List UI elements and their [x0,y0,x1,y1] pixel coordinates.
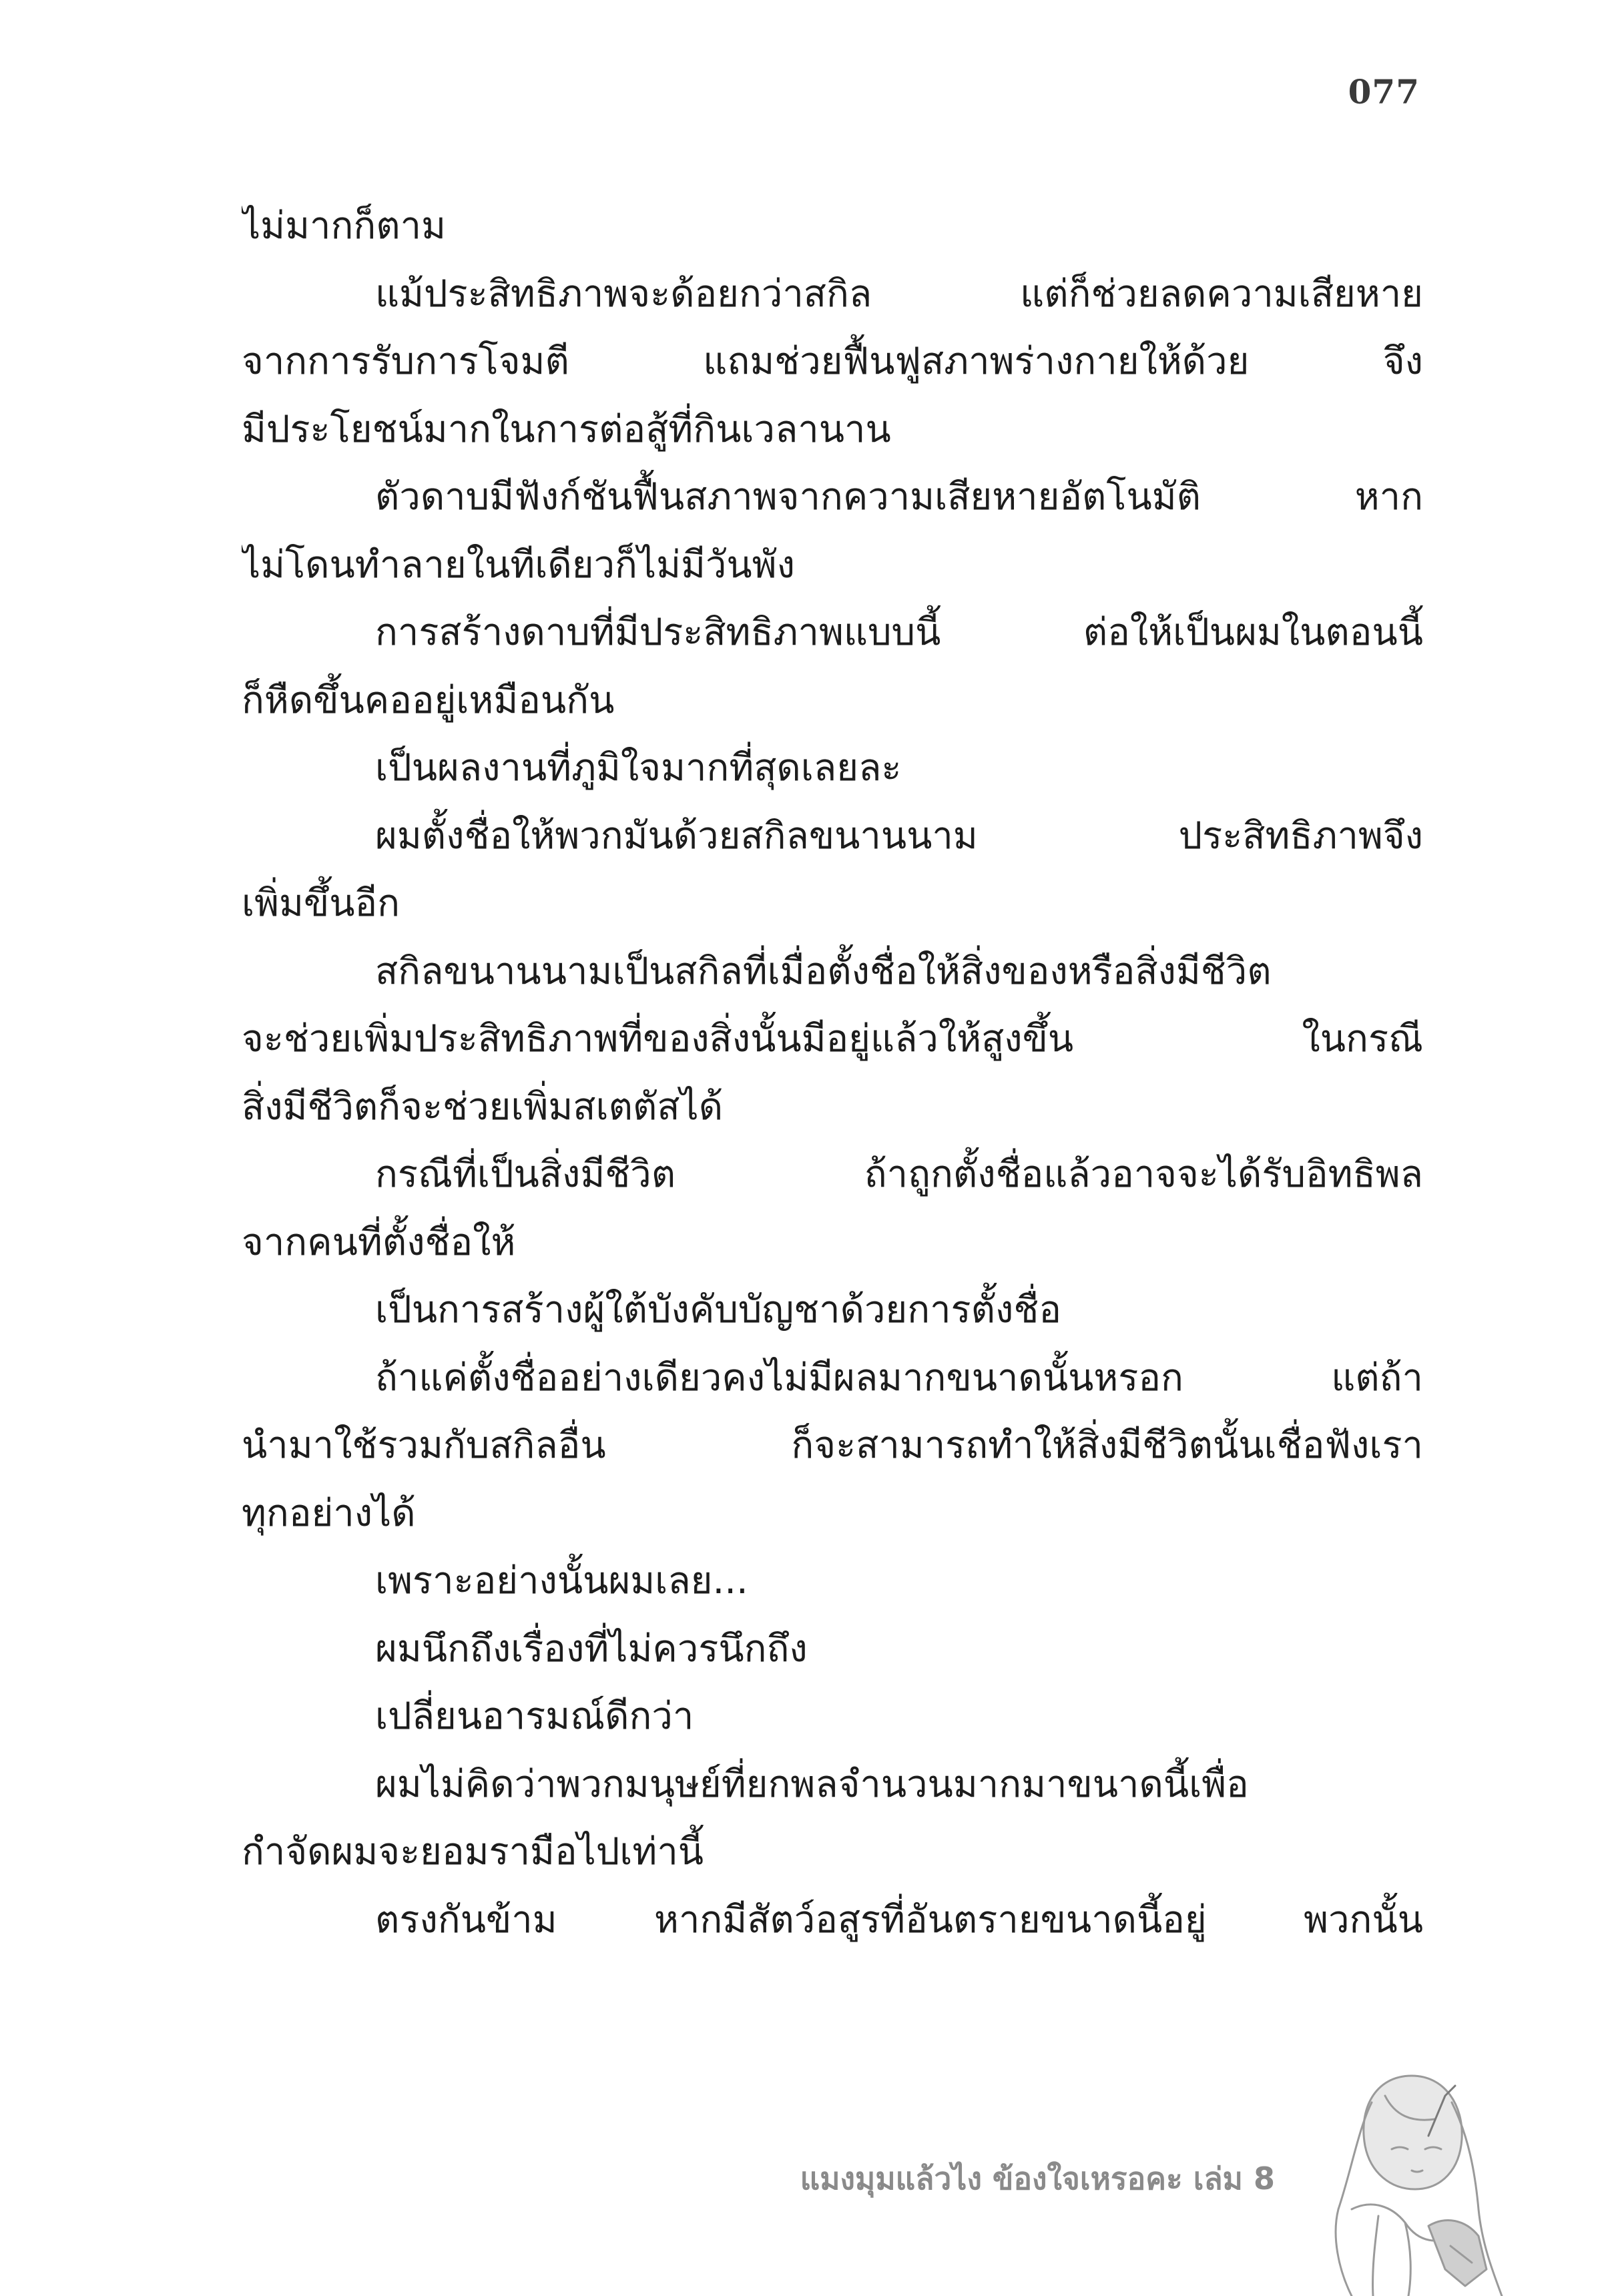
text-line: จะช่วยเพิ่มประสิทธิภาพที่ของสิ่งนั้นมีอยู่แล้วให้สูงขึ้น ในกรณี [242,1017,1423,1061]
text-line: นำมาใช้รวมกับสกิลอื่น ก็จะสามารถทำให้สิ่งมีชีวิตนั้นเชื่อฟังเรา [242,1424,1423,1467]
text-line: เป็นผลงานที่ภูมิใจมากที่สุดเลยละ [375,746,902,790]
text-line: แม้ประสิทธิภาพจะด้อยกว่าสกิล แต่ก็ช่วยลดความเสียหาย [375,272,1423,316]
text-line: กำจัดผมจะยอมรามือไปเท่านี้ [242,1830,704,1874]
character-illustration [1312,2056,1505,2296]
text-line: ผมตั้งชื่อให้พวกมันด้วยสกิลขนานนาม ประสิทธิภาพจึง [375,814,1423,858]
text-line: ตรงกันข้าม หากมีสัตว์อสูรที่อันตรายขนาดนี้อยู่ พวกนั้น [375,1898,1423,1942]
text-line: เพิ่มขึ้นอีก [242,882,400,925]
footer-book-title: แมงมุมแล้วไง ข้องใจเหรอคะ เล่ม 8 [800,2161,1275,2197]
text-line: ถ้าแค่ตั้งชื่ออย่างเดียวคงไม่มีผลมากขนาดนั้นหรอก แต่ถ้า [375,1356,1423,1400]
text-line: ไม่โดนทำลายในทีเดียวก็ไม่มีวันพัง [242,543,795,587]
text-line: จากการรับการโจมตี แถมช่วยฟื้นฟูสภาพร่างกายให้ด้วย จึง [242,340,1423,383]
text-line: ไม่มากก็ตาม [242,204,446,248]
text-line: มีประโยชน์มากในการต่อสู้ที่กินเวลานาน [242,407,891,451]
text-line: เปลี่ยนอารมณ์ดีกว่า [375,1695,694,1738]
text-line: เป็นการสร้างผู้ใต้บังคับบัญชาด้วยการตั้งชื่อ [375,1288,1061,1332]
text-line: เพราะอย่างนั้นผมเลย... [375,1559,748,1603]
text-line: ผมไม่คิดว่าพวกมนุษย์ที่ยกพลจำนวนมากมาขนาดนี้เพื่อ [375,1762,1249,1806]
text-line: สกิลขนานนามเป็นสกิลที่เมื่อตั้งชื่อให้สิ่งของหรือสิ่งมีชีวิต [375,949,1272,993]
text-line: กรณีที่เป็นสิ่งมีชีวิต ถ้าถูกตั้งชื่อแล้วอาจจะได้รับอิทธิพล [375,1153,1423,1196]
text-line: การสร้างดาบที่มีประสิทธิภาพแบบนี้ ต่อให้เป็นผมในตอนนี้ [375,611,1423,654]
text-line: ทุกอย่างได้ [242,1491,416,1535]
page-number: 077 [1348,72,1420,111]
text-line: ตัวดาบมีฟังก์ชันฟื้นสภาพจากความเสียหายอัตโนมัติ หาก [375,475,1423,519]
text-line: ผมนึกถึงเรื่องที่ไม่ควรนึกถึง [375,1627,808,1671]
body-text [242,192,1423,1954]
text-line: จากคนที่ตั้งชื่อให้ [242,1220,516,1264]
text-line: ก็หืดขึ้นคออยู่เหมือนกัน [242,678,615,722]
text-line: สิ่งมีชีวิตก็จะช่วยเพิ่มสเตตัสได้ [242,1085,724,1129]
